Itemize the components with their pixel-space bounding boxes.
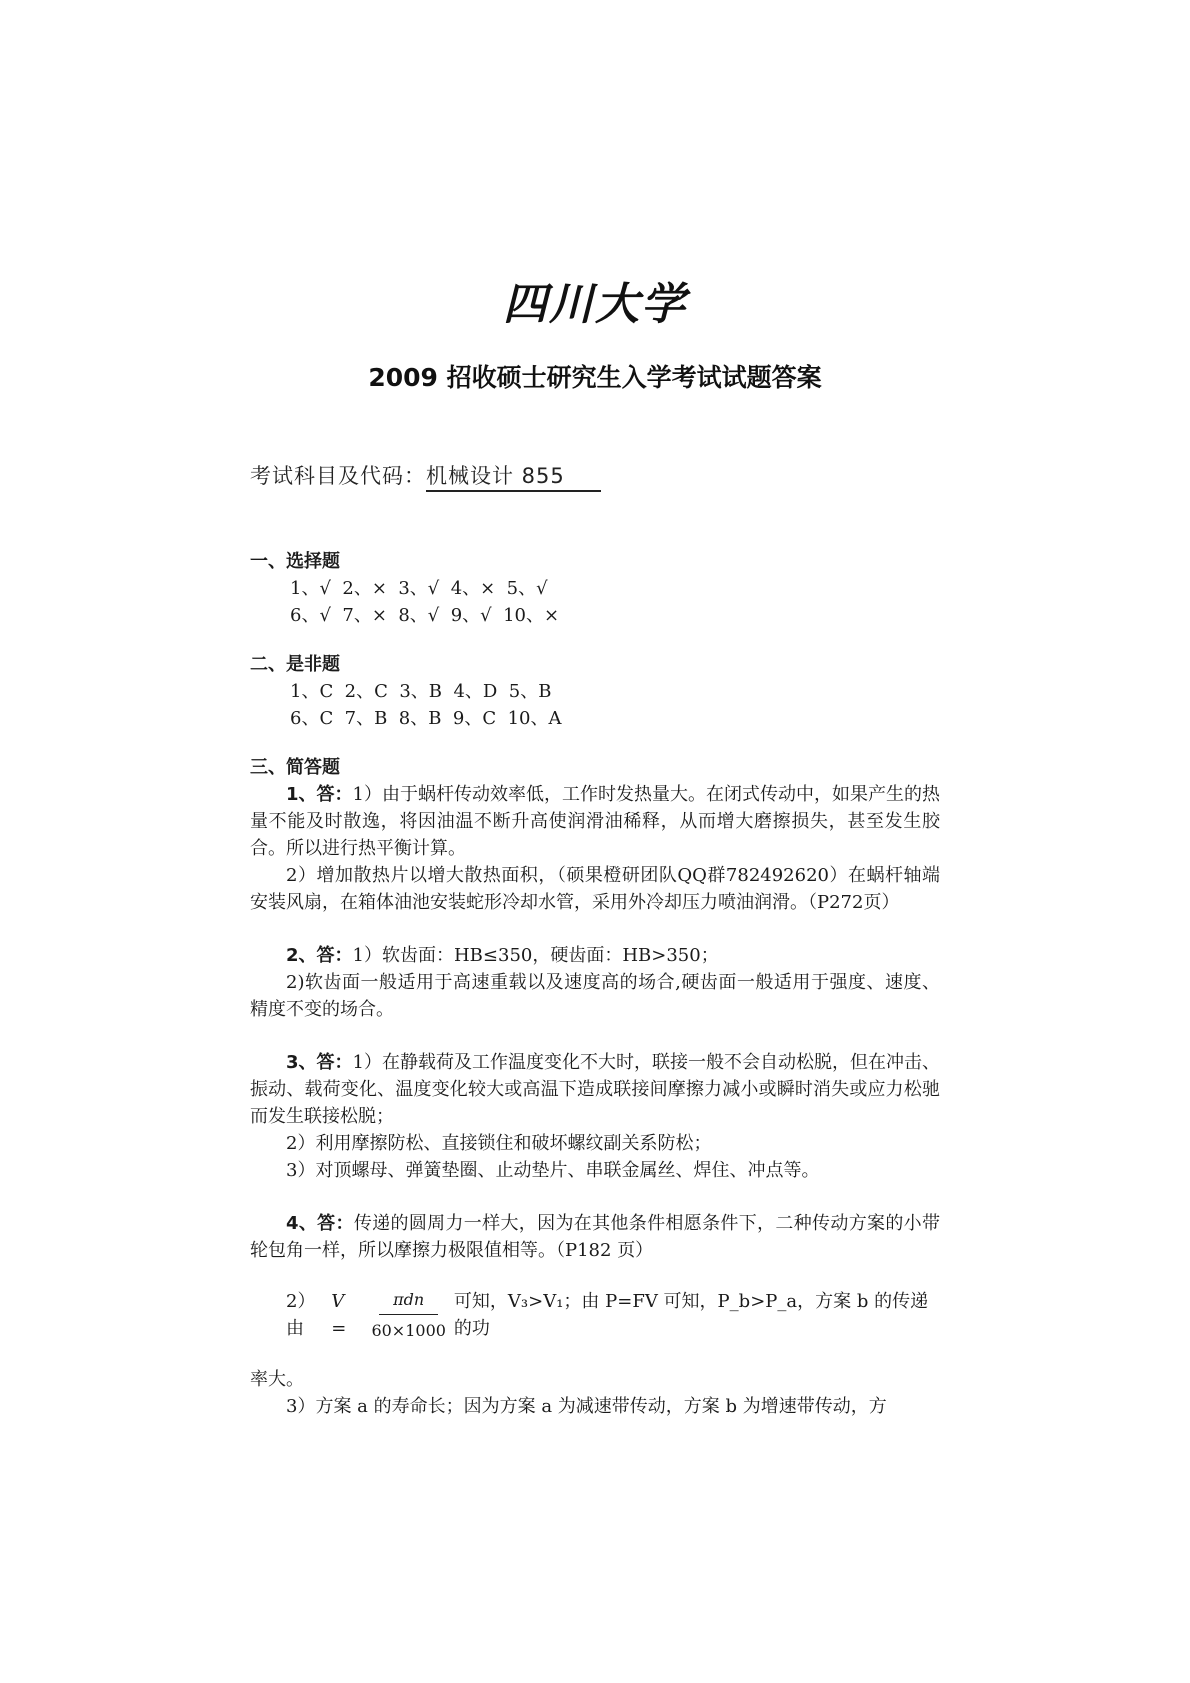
answer-number: 3、答： bbox=[286, 1052, 353, 1073]
answer-number: 4、答： bbox=[286, 1213, 354, 1234]
section-title: 二、是非题 bbox=[250, 654, 340, 675]
answer-number: 1、答： bbox=[286, 784, 353, 805]
answer-paragraph: 4、答：传递的圆周力一样大，因为在其他条件相愿条件下，二种传动方案的小带轮包角一样，所以摩擦力极限值相等。（P182 页） bbox=[250, 1213, 940, 1261]
answer-row: 6、C 7、B 8、B 9、C 10、A bbox=[290, 708, 562, 729]
fraction-numerator: πdn bbox=[379, 1286, 438, 1315]
fraction-denominator: 60×1000 bbox=[371, 1321, 446, 1340]
answer-row: 1、C 2、C 3、B 4、D 5、B bbox=[290, 681, 552, 702]
answer-paragraph: 1、答：1）由于蜗杆传动效率低，工作时发热量大。在闭式传动中，如果产生的热量不能及时散逸，将因油温不断升高使润滑油稀释，从而增大磨擦损失，甚至发生胶合。所以进行热平衡计算。 bbox=[250, 784, 940, 859]
section-title: 三、简答题 bbox=[250, 757, 340, 778]
answer-row: 6、√ 7、× 8、√ 9、√ 10、× bbox=[290, 605, 560, 626]
answer-paragraph: 2、答：1）软齿面：HB≤350，硬齿面：HB>350； bbox=[286, 945, 719, 966]
formula-paragraph: 2）由 V = $\frac{\text{πdn}}{60\times 1000}$ 可知，V₃>V₁；由 P=FV 可知，P_b>P_a，方案 b 的传递的功 bbox=[250, 1286, 940, 1344]
answer-paragraph: 2）利用摩擦防松、直接锁住和破坏螺纹副关系防松； bbox=[286, 1133, 712, 1154]
page-title: 2009 招收硕士研究生入学考试试题答案 bbox=[368, 363, 822, 392]
answer-row: 1、√ 2、× 3、√ 4、× 5、√ bbox=[290, 578, 548, 599]
answer-content bbox=[250, 548, 940, 1420]
formula-fraction bbox=[371, 1286, 445, 1344]
answer-paragraph: 3）对顶螺母、弹簧垫圈、止动垫片、串联金属丝、焊住、冲点等。 bbox=[286, 1160, 820, 1181]
university-logo: 四川大学 bbox=[503, 279, 687, 330]
subject-value: 机械设计 855 bbox=[426, 460, 601, 492]
answer-number: 2、答： bbox=[286, 945, 353, 966]
answer-paragraph: 率大。 bbox=[250, 1369, 304, 1390]
subject-label: 考试科目及代码： bbox=[250, 464, 426, 488]
answer-paragraph: 2）增加散热片以增大散热面积，（硕果橙研团队QQ群782492620）在蜗杆轴端安装风扇，在箱体油池安装蛇形冷却水管，采用外冷却压力喷油润滑。（P272页） bbox=[250, 865, 940, 913]
exam-subject bbox=[250, 460, 601, 492]
section-title: 一、选择题 bbox=[250, 551, 340, 572]
answer-paragraph: 3）方案 a 的寿命长；因为方案 a 为减速带传动，方案 b 为增速带传动，方 bbox=[286, 1396, 887, 1417]
answer-paragraph: 2)软齿面一般适用于高速重载以及速度高的场合,硬齿面一般适用于强度、速度、精度不变的场合。 bbox=[250, 972, 940, 1020]
answer-paragraph: 3、答：1）在静载荷及工作温度变化不大时，联接一般不会自动松脱，但在冲击、振动、载荷变化、温度变化较大或高温下造成联接间摩擦力减小或瞬时消失或应力松驰而发生联接松脱； bbox=[250, 1052, 940, 1127]
formula-lhs: V = bbox=[331, 1291, 347, 1339]
